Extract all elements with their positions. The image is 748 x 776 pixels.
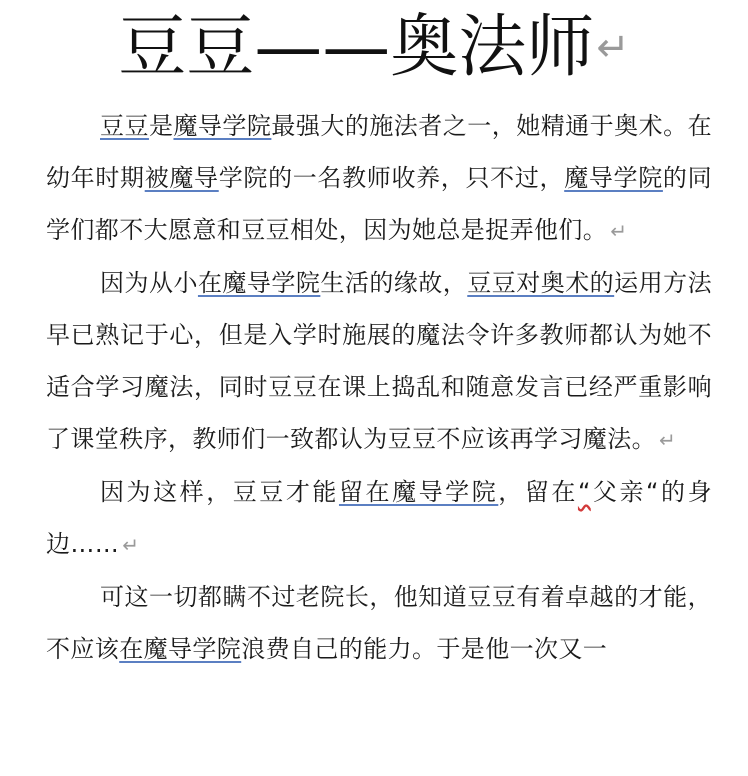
- text-run: 最强大的施法者之一，她精通于奥术。在幼年时期: [46, 112, 712, 192]
- paragraph: [46, 466, 712, 571]
- text-run: 运用方法早已熟记于心，但是入学时施展的魔法令许多教师都认为她不适合学习魔法，同时豆豆在课上捣乱和随意发言已经严重影响了课堂秩序，教师们一致都认为豆豆不应该再学习魔法。: [46, 269, 713, 453]
- underlined-term: 豆豆: [100, 112, 149, 140]
- text-run: 的同学们都不大愿意和豆豆相处，因为她总是捉弄他们。: [46, 164, 712, 244]
- paragraph-mark-icon: ↵: [596, 25, 630, 71]
- underlined-term: 在魔导学院: [197, 269, 321, 297]
- underlined-term: 魔导学院: [564, 164, 663, 192]
- text-run: 学院的一名教师收养，只不过，: [218, 164, 565, 192]
- text-run: 父亲“的身边……: [46, 478, 712, 558]
- paragraph-mark-icon: ↵: [122, 533, 140, 557]
- text-run: 因为这样，豆豆才能: [100, 478, 339, 506]
- text-run: 因为从小: [100, 269, 198, 297]
- paragraph: [46, 257, 712, 466]
- underlined-term: 魔导学院: [173, 112, 272, 140]
- document-title: [0, 2, 748, 94]
- paragraph-mark-icon: ↵: [610, 219, 628, 243]
- text-run: 浪费自己的能力。于是他一次又一: [241, 635, 608, 663]
- underlined-term: 在魔导学院: [119, 635, 242, 663]
- paragraph: [46, 100, 712, 257]
- text-run: 是: [148, 112, 174, 140]
- underlined-term: 被魔导: [144, 164, 219, 192]
- underlined-term: 豆豆对奥术的: [467, 269, 615, 297]
- document-body: [46, 100, 712, 675]
- paragraph: [46, 571, 712, 675]
- paragraph-mark-icon: ↵: [659, 428, 677, 452]
- text-run: 生活的缘故，: [320, 269, 468, 297]
- underlined-term: 留在魔导学院: [338, 478, 499, 506]
- text-run: ，留在: [498, 478, 578, 506]
- text-run: 可这一切都瞒不过老院长，他知道豆豆有着卓越的才能，不应该: [46, 583, 712, 663]
- spellcheck-mark: “: [577, 478, 591, 506]
- title-text: 豆豆——奥法师: [118, 8, 595, 87]
